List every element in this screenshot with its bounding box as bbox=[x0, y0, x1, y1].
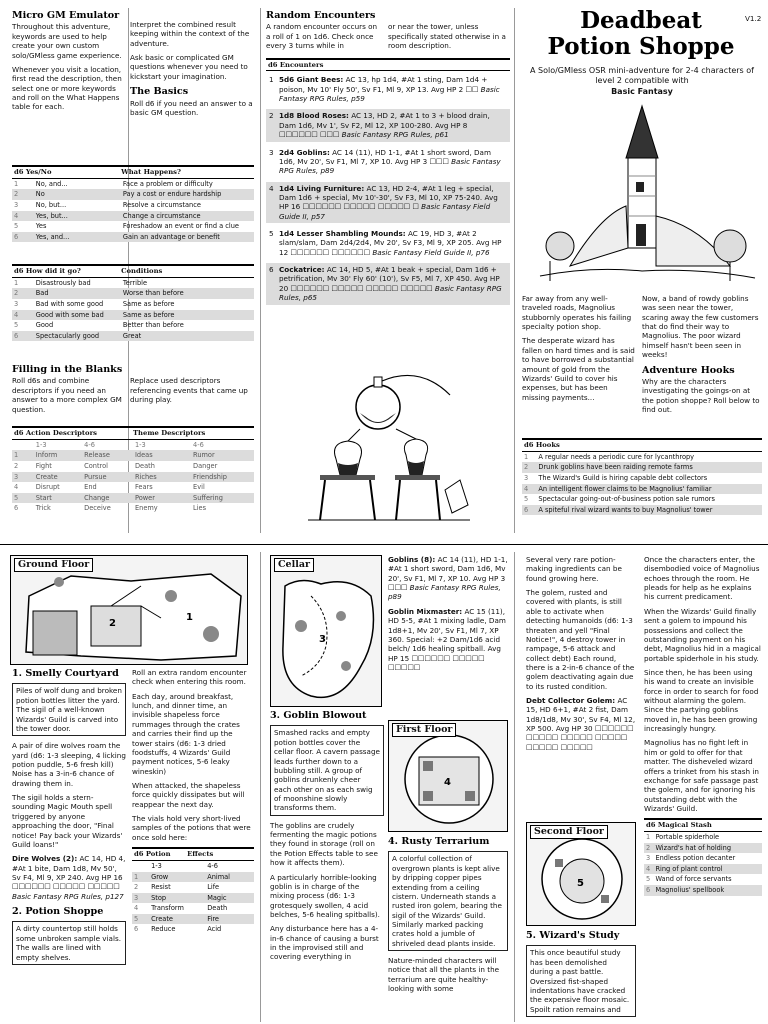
yesno-cell: Gain an advantage or benefit bbox=[121, 232, 254, 243]
magnolius-section bbox=[644, 555, 762, 896]
encounter-entry bbox=[266, 73, 510, 105]
howdid-cell: Same as before bbox=[121, 310, 254, 321]
howdid-cell: Great bbox=[121, 331, 254, 342]
yesno-cell: Yes, but... bbox=[34, 211, 121, 222]
descriptors-cell: Lies bbox=[193, 504, 207, 513]
encounter-ref: Basic Fantasy RPG Rules, p59 bbox=[279, 84, 500, 104]
room1b-p1: Roll an extra random encounter check when entering this room. bbox=[132, 668, 247, 687]
descriptors-cell: Inform bbox=[34, 450, 82, 461]
cellar-map bbox=[270, 555, 382, 707]
micro-gm-text-4: Ask basic or complicated GM questions whenever you need to kickstart your imagination. bbox=[130, 53, 248, 81]
hooks-row bbox=[522, 473, 762, 484]
yesno-cell: 5 bbox=[14, 222, 19, 231]
descriptors-subheader-cell: 1-3 bbox=[134, 440, 146, 449]
goblins-stats bbox=[388, 555, 508, 677]
effects-cell: Resist bbox=[151, 883, 171, 892]
stash-cell: 2 bbox=[644, 843, 653, 854]
descriptors-cell: Danger bbox=[193, 461, 218, 470]
yesno-cell: No, but... bbox=[35, 200, 67, 209]
howdid-cell: 6 bbox=[12, 331, 34, 342]
yesno-cell: 6 bbox=[12, 232, 34, 243]
encounter-name: 5d6 Giant Bees: bbox=[279, 75, 344, 85]
alchemy-illustration bbox=[300, 355, 475, 525]
golem-stats: AC 15, HD 6+1, #At 2 fist, Dam 1d8/1d8, Mv 30', Sv F4, Ml 12, XP 500. Avg HP 30 ☐☐☐☐☐☐ ☐☐☐☐☐ ☐☐☐☐☐ ☐☐☐☐☐ ☐☐☐☐☐ ☐☐☐☐☐ bbox=[526, 696, 636, 752]
descriptors-cell: 5 bbox=[12, 493, 34, 504]
descriptors-cell: Ideas bbox=[133, 450, 191, 461]
howdid-table bbox=[12, 264, 254, 341]
subtitle bbox=[526, 66, 758, 97]
mixmaster-name: Goblin Mixmaster: bbox=[388, 606, 463, 616]
micro-gm-text-2: Whenever you visit a location, first read the description, then select one or more keywords and roll on the What Happens table for each. bbox=[12, 64, 122, 112]
encounter-number: 6 bbox=[269, 265, 274, 275]
stash-cell: 3 bbox=[646, 854, 651, 863]
yesno-cell: 1 bbox=[14, 179, 19, 188]
hooks-cell: An intelligent flower claims to be Magnolius' familiar bbox=[536, 484, 762, 495]
descriptors-table bbox=[12, 426, 254, 514]
random-enc-heading: Random Encounters bbox=[266, 10, 376, 21]
map-number-5: 5 bbox=[577, 878, 584, 889]
blanks-left: Roll d6s and combine descriptors if you need an answer to a more complex GM question. bbox=[12, 376, 122, 414]
hooks-table bbox=[522, 438, 762, 515]
hooks-heading: Adventure Hooks bbox=[642, 364, 735, 376]
room1b-p4: The vials hold very short-lived samples of the potions that were once sold here: bbox=[132, 814, 251, 842]
hooks-row bbox=[522, 462, 762, 473]
hooks-cell: 3 bbox=[524, 473, 529, 482]
stash-row bbox=[644, 864, 762, 875]
descriptors-cell: 4 bbox=[14, 483, 19, 492]
intro-right bbox=[642, 294, 760, 419]
descriptors-cell: Friendship bbox=[191, 472, 254, 483]
howdid-cell: 4 bbox=[12, 310, 34, 321]
hooks-row bbox=[522, 505, 762, 516]
intro-p2: The desperate wizard has fallen on hard times and is said to have borrowed a substantial amount of gold from the Wizards' Guild to cover his expenses, but has been missing payments... bbox=[522, 336, 635, 402]
howdid-cell: Bad bbox=[34, 288, 121, 299]
blanks-heading: Filling in the Blanks bbox=[12, 364, 123, 375]
encounter-ref: Basic Fantasy RPG Rules, p61 bbox=[341, 130, 449, 140]
mixmaster-text: AC 15 (11), HD 5-5, #At 1 mixing ladle, Dam 1d8+1, Mv 20', Sv F1, Ml 7, XP 360. Special: +2 Dam/1d6 acid belch/ 1d6 healing spitball. Avg HP 15 ☐☐☐☐☐☐ ☐☐☐☐☐ ☐☐☐☐☐ bbox=[388, 606, 506, 672]
descriptors-cell: Rumor bbox=[191, 450, 254, 461]
howdid-cell: Spectacularly good bbox=[34, 331, 121, 342]
encounter-stats: AC 13, HD 2, #At 1 to 3 + blood drain, Dam 1d6, Mv 1', Sv F2, Ml 12, XP 100-280. Avg HP 8 ☐☐☐☐☐☐ ☐☐☐ bbox=[279, 111, 490, 140]
descriptors-cell: Suffering bbox=[191, 493, 254, 504]
page-title bbox=[518, 8, 764, 60]
hooks-cell: A spiteful rival wizard wants to buy Magnolius' tower bbox=[536, 505, 762, 516]
descriptors-row bbox=[12, 482, 254, 493]
descriptors-subheader-cell: 1-3 bbox=[35, 440, 47, 449]
hooks-row bbox=[522, 494, 762, 505]
stash-cell: Wand of force servants bbox=[655, 875, 732, 884]
descriptors-cell: Fears bbox=[134, 483, 153, 492]
room3-box: Smashed racks and empty potion bottles cover the cellar floor. A cavern passage leads further down to a bubbling still. A group of goblins drunkenly cheer each other on as each swig of moonshine slowly transforms them. bbox=[270, 725, 384, 815]
yesno-col1: d6 Yes/No bbox=[14, 168, 52, 176]
micro-gm-text-3: Interpret the combined result keeping within the context of the adventure. bbox=[130, 20, 250, 48]
descriptors-subheader bbox=[12, 440, 254, 451]
magnolius-p2: When the Wizards' Guild finally sent a golem to impound his possessions and collect the outstanding payment on his debt, Magnolius hid in a magical portable spiderhole in his study. bbox=[644, 606, 761, 663]
effects-cell: 3 bbox=[132, 893, 149, 904]
room2-heading: 2. Potion Shoppe bbox=[12, 906, 104, 918]
descriptors-cell: Control bbox=[84, 461, 108, 470]
descriptors-cell: End bbox=[84, 483, 97, 492]
descriptors-cell: Power bbox=[133, 493, 191, 504]
hooks-cell: 4 bbox=[522, 484, 536, 495]
effects-cell: 4 bbox=[134, 904, 139, 913]
descriptors-cell: Trick bbox=[35, 504, 51, 513]
room4-p1: Nature-minded characters will notice that all the plants in the terrarium are quite healthy-looking with some bbox=[388, 956, 500, 994]
howdid-cell: Good bbox=[35, 321, 54, 330]
intro-p3: Now, a band of rowdy goblins was seen near the tower, scaring away the few customers that do find their way to Magnolius. The poor wizard himself hasn't been seen in weeks! bbox=[642, 294, 759, 360]
hooks-cell: The Wizard's Guild is hiring capable debt collectors bbox=[538, 473, 708, 482]
hooks-row bbox=[522, 452, 762, 463]
basics-text: Roll d6 if you need an answer to a basic GM question. bbox=[130, 98, 253, 117]
effects-cell: 1 bbox=[132, 872, 149, 883]
encounter-name: 2d4 Goblins: bbox=[279, 147, 330, 157]
yesno-cell: Change a circumstance bbox=[121, 211, 254, 222]
subtitle-system: Basic Fantasy bbox=[611, 86, 673, 96]
encounter-entry bbox=[266, 227, 510, 259]
effects-cell: Fire bbox=[205, 914, 254, 925]
wolves-stats: AC 14, HD 4, #At 1 bite, Dam 1d8, Mv 50', Sv F4, Ml 9, XP 240. Avg HP 16 ☐☐☐☐☐☐ ☐☐☐☐☐ ☐☐☐☐☐ bbox=[12, 854, 126, 892]
yesno-cell: 4 bbox=[12, 211, 34, 222]
howdid-row bbox=[12, 331, 254, 342]
encounter-name: Cockatrice: bbox=[279, 265, 325, 275]
yesno-cell: No bbox=[34, 189, 121, 200]
howdid-row bbox=[12, 310, 254, 321]
yesno-col2: What Happens? bbox=[121, 168, 181, 176]
yesno-row bbox=[12, 189, 254, 200]
descriptors-cell: 3 bbox=[12, 472, 34, 483]
ground-floor-label: Ground Floor bbox=[14, 558, 93, 572]
stash-cell: 6 bbox=[644, 885, 653, 896]
descriptors-col1: d6 Action Descriptors bbox=[14, 429, 98, 437]
basics-heading: The Basics bbox=[130, 86, 189, 98]
golem-section bbox=[526, 555, 636, 757]
goblins-name: Goblins (8): bbox=[388, 555, 436, 564]
stash-cell: 1 bbox=[646, 833, 651, 842]
yesno-cell: Face a problem or difficulty bbox=[122, 179, 213, 188]
effects-subheader bbox=[132, 861, 254, 872]
encounter-entry bbox=[266, 182, 510, 223]
howdid-cell: 2 bbox=[12, 288, 34, 299]
yesno-cell: 3 bbox=[14, 200, 19, 209]
cellar-label: Cellar bbox=[274, 558, 314, 572]
descriptors-row bbox=[12, 503, 254, 514]
hooks-cell: 5 bbox=[524, 495, 529, 504]
effects-cell: 5 bbox=[132, 914, 149, 925]
room1b-p3: When attacked, the shapeless force quickly dissipates but will reappear the next day. bbox=[132, 780, 245, 809]
room5-section bbox=[526, 930, 636, 1017]
encounter-number: 3 bbox=[269, 147, 274, 157]
encounter-number: 2 bbox=[269, 111, 274, 121]
room1b-section bbox=[132, 668, 254, 935]
howdid-cell: Good with some bad bbox=[34, 310, 121, 321]
descriptors-cell: Disrupt bbox=[35, 483, 60, 492]
howdid-cell: 3 bbox=[14, 299, 19, 308]
yesno-cell: 2 bbox=[12, 189, 34, 200]
stash-row bbox=[644, 843, 762, 854]
descriptors-cell: Start bbox=[34, 493, 82, 504]
random-encounters bbox=[266, 10, 510, 309]
title-line-1: Deadbeat bbox=[580, 7, 702, 34]
descriptors-cell: Riches bbox=[133, 472, 191, 483]
encounter-stats: AC 13, hp 1d4, #At 1 sting, Dam 1d4 + poison, Mv 10' Fly 50', Sv F1, Ml 9, XP 13. Avg HP 2 ☐☐ bbox=[279, 75, 488, 94]
howdid-cell: Terrible bbox=[122, 278, 148, 287]
effects-cell: 6 bbox=[134, 925, 139, 934]
howdid-cell: Same as before bbox=[122, 299, 175, 308]
descriptors-cell: Create bbox=[34, 472, 82, 483]
effects-cell: Death bbox=[207, 904, 228, 913]
room3-p3: Any disturbance here has a 4-in-6 chance of causing a burst in the improvised still and covering everything in bbox=[270, 924, 379, 962]
micro-gm-text: Throughout this adventure, keywords are used to help create your own custom solo/GMless game experience. bbox=[12, 22, 122, 60]
encounter-name: 1d4 Living Furniture: bbox=[279, 183, 365, 193]
subtitle-text: A Solo/GMless OSR mini-adventure for 2-4 characters of level 2 compatible with bbox=[530, 66, 754, 86]
golem-p1: Several very rare potion-making ingredients can be found growing here. bbox=[526, 555, 622, 583]
encounter-number: 5 bbox=[269, 229, 274, 239]
descriptors-cell: Fight bbox=[35, 461, 52, 470]
micro-gm-right bbox=[130, 20, 254, 122]
ground-floor-map bbox=[10, 555, 248, 665]
room1-p1: A pair of dire wolves roam the yard (d6: 1-3 sleeping, 4 licking potion puddle, 5-6 fresh kill) Noise has a 3-in-6 chance of drawing them in. bbox=[12, 741, 126, 788]
descriptors-row bbox=[12, 461, 254, 472]
effects-cell: Create bbox=[149, 914, 205, 925]
stash-row bbox=[644, 885, 762, 896]
magnolius-p4: Magnolius has no fight left in him or gold to offer for that matter. The disheveled wizard offers a trinket from his stash in exchange for safe passage past the golem, and for ignoring his outstanding debt with the Wizards' Guild. bbox=[644, 738, 759, 813]
descriptors-cell: Pursue bbox=[82, 472, 133, 483]
encounter-name: 1d4 Lesser Shambling Mounds: bbox=[279, 229, 406, 239]
map-number-3: 3 bbox=[319, 634, 326, 645]
golem-name: Debt Collector Golem: bbox=[526, 696, 616, 706]
second-floor-label: Second Floor bbox=[530, 825, 608, 839]
howdid-cell: Disastrously bad bbox=[35, 278, 91, 287]
descriptors-subheader-cell: 4-6 bbox=[193, 440, 204, 449]
first-floor-map bbox=[388, 720, 508, 832]
effects-row bbox=[132, 893, 254, 904]
encounter-stats: AC 14, HD 5, #At 1 beak + special, Dam 1d6 + petrification, Mv 30' Fly 60' (10'), Sv F5, Ml 7, XP 450. Avg HP 20 ☐☐☐☐☐☐ ☐☐☐☐☐ ☐☐☐☐☐ ☐☐☐☐☐ bbox=[279, 265, 500, 293]
hooks-cell: 2 bbox=[522, 462, 536, 473]
yesno-row bbox=[12, 232, 254, 243]
magnolius-p1: Once the characters enter, the disembodied voice of Magnolius echoes through the room. He pleads for help as he explains his current predicament. bbox=[644, 555, 760, 602]
version-label: V1.2 bbox=[745, 14, 762, 23]
magnolius-p3: Since then, he has been using his wand to create an invisible force in order to search for food without alarming the golem. Since the partying goblins moved in, he has been growing increasingly hungry. bbox=[644, 667, 759, 734]
effects-cell: Transform bbox=[151, 904, 184, 913]
descriptors-subheader-cell: 4-6 bbox=[84, 440, 95, 449]
hooks-header: d6 Hooks bbox=[522, 438, 762, 452]
descriptors-col2: Theme Descriptors bbox=[133, 429, 206, 437]
howdid-row bbox=[12, 299, 254, 310]
room1b-p2: Each day, around breakfast, lunch, and dinner time, an invisible shapeless force rummages through the crates and carries their find up the tower stairs (d6: 1-3 dried foodstuffs, 4 Wizards' Guild payment notices, 5-6 leaky wineskin) bbox=[132, 691, 240, 776]
wolves-name: Dire Wolves (2): bbox=[12, 854, 78, 864]
yesno-cell: Resolve a circumstance bbox=[122, 200, 201, 209]
howdid-row bbox=[12, 278, 254, 289]
howdid-col1: d6 How did it go? bbox=[14, 267, 81, 275]
encounter-ref: Basic Fantasy RPG Rules, p89 bbox=[279, 156, 501, 176]
effects-cell: Acid bbox=[207, 925, 222, 934]
stash-cell: Endless potion decanter bbox=[655, 854, 736, 863]
descriptors-cell: 2 bbox=[14, 461, 19, 470]
hooks-cell: Drunk goblins have been raiding remote farms bbox=[536, 462, 762, 473]
descriptors-cell: Change bbox=[82, 493, 133, 504]
descriptors-cell: Deceive bbox=[84, 504, 111, 513]
yesno-cell: Yes, and... bbox=[34, 232, 121, 243]
map-number-2: 2 bbox=[109, 618, 116, 629]
room3-p2: A particularly horrible-looking goblin is in charge of the mixing process (d6: 1-3 grotesquely swollen, 4 acid belches, 5-6 healing spitballs). bbox=[270, 872, 380, 919]
encounter-name: 1d8 Blood Roses: bbox=[279, 111, 349, 121]
map-number-1: 1 bbox=[186, 612, 193, 623]
room2-box: A dirty countertop still holds some unbroken sample vials. The walls are lined with empty shelves. bbox=[12, 921, 126, 964]
yesno-cell: Yes bbox=[35, 222, 47, 231]
title-line-2: Potion Shoppe bbox=[547, 32, 735, 60]
micro-gm-heading: Micro GM Emulator bbox=[12, 10, 120, 21]
hooks-cell: A regular needs a periodic cure for lycanthropy bbox=[538, 452, 695, 461]
hooks-text: Why are the characters investigating the goings-on at the potion shoppe? Roll below to find out. bbox=[642, 376, 760, 415]
yesno-row bbox=[12, 200, 254, 211]
effects-row bbox=[132, 903, 254, 914]
descriptors-cell: 6 bbox=[14, 504, 19, 513]
descriptors-cell: Evil bbox=[193, 483, 205, 492]
goblins-ref: Basic Fantasy RPG Rules, p89 bbox=[388, 583, 501, 602]
room4-box: A colorful collection of overgrown plants is kept alive by dripping copper pipes extending from a ceiling cistern. Underneath stands a rusted iron golem, bearing the sigil of the Wizards' Guild. Similarly marked packing crates hold a jumble of shriveled dead plants inside. bbox=[388, 851, 508, 951]
effects-col2: Effects bbox=[187, 850, 214, 859]
tower-illustration bbox=[530, 96, 762, 292]
first-floor-label: First Floor bbox=[392, 723, 456, 737]
descriptors-row bbox=[12, 493, 254, 504]
stash-cell: Magnolius' spellbook bbox=[653, 885, 762, 896]
encounters-header: d6 Encounters bbox=[266, 58, 510, 72]
howdid-cell: Bad with some good bbox=[35, 299, 104, 308]
micro-gm-left bbox=[12, 10, 124, 117]
yesno-row bbox=[12, 221, 254, 232]
encounter-entry bbox=[266, 263, 510, 304]
descriptors-row bbox=[12, 450, 254, 461]
blanks-right: Replace used descriptors referencing events that came up during play. bbox=[130, 376, 248, 405]
encounter-number: 4 bbox=[269, 183, 274, 193]
effects-cell: Stop bbox=[149, 893, 205, 904]
encounter-ref: Basic Fantasy RPG Rules, p65 bbox=[279, 283, 502, 303]
effects-col1: d6 Potion bbox=[134, 850, 171, 859]
effects-row bbox=[132, 914, 254, 925]
encounter-stats: AC 13, HD 2-4, #At 1 leg + special, Dam 1d6 + special, Mv 10'-30', Sv F3, Ml 10, XP 75-240. Avg HP 16 ☐☐☐☐☐☐ ☐☐☐☐☐ ☐☐☐☐☐ ☐ bbox=[279, 183, 498, 212]
stash-cell: 4 bbox=[644, 864, 653, 875]
encounter-entry bbox=[266, 109, 510, 141]
howdid-cell: 5 bbox=[14, 321, 19, 330]
effects-cell: Animal bbox=[205, 872, 254, 883]
map-number-4: 4 bbox=[444, 777, 451, 788]
room4-heading: 4. Rusty Terrarium bbox=[388, 836, 490, 847]
stash-row bbox=[644, 874, 762, 885]
howdid-cell: 1 bbox=[14, 278, 19, 287]
yesno-row bbox=[12, 211, 254, 222]
howdid-row bbox=[12, 288, 254, 299]
second-floor-map bbox=[526, 822, 636, 926]
descriptors-cell: 1 bbox=[12, 450, 34, 461]
descriptors-cell: Death bbox=[134, 461, 155, 470]
howdid-cell: Better than before bbox=[122, 321, 184, 330]
hooks-row bbox=[522, 484, 762, 495]
stash-row bbox=[644, 853, 762, 864]
golem-p2: The golem, rusted and covered with plants, is still able to activate when detecting humanoids (d6: 1-3 threaten and yell "Final Notice!", 4 destroy tower in rampage, 5-6 attack and collect debt) Each round, there is a 2-in-6 chance of the golem deactivating again due to its rusted condition. bbox=[526, 588, 635, 691]
stash-cell: 5 bbox=[646, 875, 651, 884]
hooks-cell: Spectacular going-out-of-business potion sale rumors bbox=[538, 495, 715, 504]
howdid-row bbox=[12, 320, 254, 331]
howdid-cell: Worse than before bbox=[121, 288, 254, 299]
room3-heading: 3. Goblin Blowout bbox=[270, 710, 367, 721]
room3-section bbox=[270, 710, 384, 967]
yesno-cell: Foreshadow an event or find a clue bbox=[122, 222, 239, 231]
effects-row bbox=[132, 872, 254, 883]
effects-cell: Life bbox=[207, 883, 220, 892]
room1-heading: 1. Smelly Courtyard bbox=[12, 668, 119, 679]
effects-row bbox=[132, 924, 254, 935]
descriptors-cell: Enemy bbox=[134, 504, 158, 513]
room4-section bbox=[388, 836, 508, 999]
descriptors-cell: Release bbox=[82, 450, 133, 461]
encounter-entry bbox=[266, 146, 510, 178]
stash-cell: Ring of plant control bbox=[653, 864, 762, 875]
stash-header: d6 Magical Stash bbox=[644, 818, 762, 832]
effects-subheader-cell: 1-3 bbox=[151, 861, 162, 870]
encounter-stats: AC 14 (11), HD 1-1, #At 1 short sword, Dam 1d6, Mv 20', Sv F1, Ml 7, XP 10. Avg HP 3 ☐☐☐ bbox=[279, 147, 491, 166]
stash-cell: Portable spiderhole bbox=[655, 833, 720, 842]
random-enc-right: or near the tower, unless specifically stated otherwise in a room description. bbox=[388, 22, 506, 51]
stash-cell: Wizard's hat of holding bbox=[653, 843, 762, 854]
encounter-ref: Basic Fantasy Field Guide II, p57 bbox=[279, 202, 491, 221]
encounter-number: 1 bbox=[269, 75, 274, 85]
howdid-col2: Conditions bbox=[121, 267, 163, 275]
encounter-ref: Basic Fantasy Field Guide II, p76 bbox=[372, 247, 490, 257]
hooks-cell: 1 bbox=[524, 452, 529, 461]
yesno-table bbox=[12, 165, 254, 242]
intro-left bbox=[522, 294, 636, 407]
descriptors-row bbox=[12, 472, 254, 483]
effects-cell: 2 bbox=[134, 883, 139, 892]
wolves-ref: Basic Fantasy RPG Rules, p127 bbox=[12, 891, 124, 901]
stash-row bbox=[644, 832, 762, 843]
yesno-cell: No, and... bbox=[35, 179, 68, 188]
room1-p2: The sigil holds a stern-sounding Magic Mouth spell triggered by anyone approaching the door, "Final notice! Pay back your Wizards' Guild loans!" bbox=[12, 793, 123, 849]
effects-row bbox=[132, 882, 254, 893]
blanks-section bbox=[12, 364, 254, 419]
effects-subheader-cell: 4-6 bbox=[207, 861, 218, 870]
room1-box: Piles of wolf dung and broken potion bottles litter the yard. The sigil of a well-known Wizards' Guild is carved into the tower door. bbox=[12, 683, 126, 736]
room1-section bbox=[12, 668, 126, 965]
room5-box: This once beautiful study has been demolished during a past battle. Oversized fist-shaped indentations have cracked the expensive floor mosaic. Spoilt ration remains and bbox=[526, 945, 636, 1017]
effects-cell: Reduce bbox=[151, 925, 176, 934]
encounter-stats: AC 19, HD 3, #At 2 slam/slam, Dam 2d4/2d4, Mv 20', Sv F3, Ml 9, XP 205. Avg HP 12 ☐☐☐☐☐☐ ☐☐☐☐☐☐ bbox=[279, 229, 502, 257]
goblins-text: AC 14 (11), HD 1-1, #At 1 short sword, Dam 1d6, Mv 20', Sv F1, Ml 7, XP 10. Avg HP 3 ☐☐☐ bbox=[388, 555, 508, 593]
random-enc-left: A random encounter occurs on a roll of 1 on 1d6. Check once every 3 turns while in bbox=[266, 22, 378, 51]
room5-heading: 5. Wizard's Study bbox=[526, 930, 620, 941]
hooks-cell: 6 bbox=[522, 505, 536, 516]
room3-p1: The goblins are crudely fermenting the magic potions they found in storage (roll on the Potion Effects table to see how it affects them). bbox=[270, 820, 378, 868]
effects-cell: Magic bbox=[205, 893, 254, 904]
yesno-cell: Pay a cost or endure hardship bbox=[121, 189, 254, 200]
yesno-row bbox=[12, 179, 254, 190]
effects-cell: Grow bbox=[149, 872, 205, 883]
intro-p1: Far away from any well-traveled roads, Magnolius stubbornly operates his failing specialty potion shop. bbox=[522, 294, 632, 332]
